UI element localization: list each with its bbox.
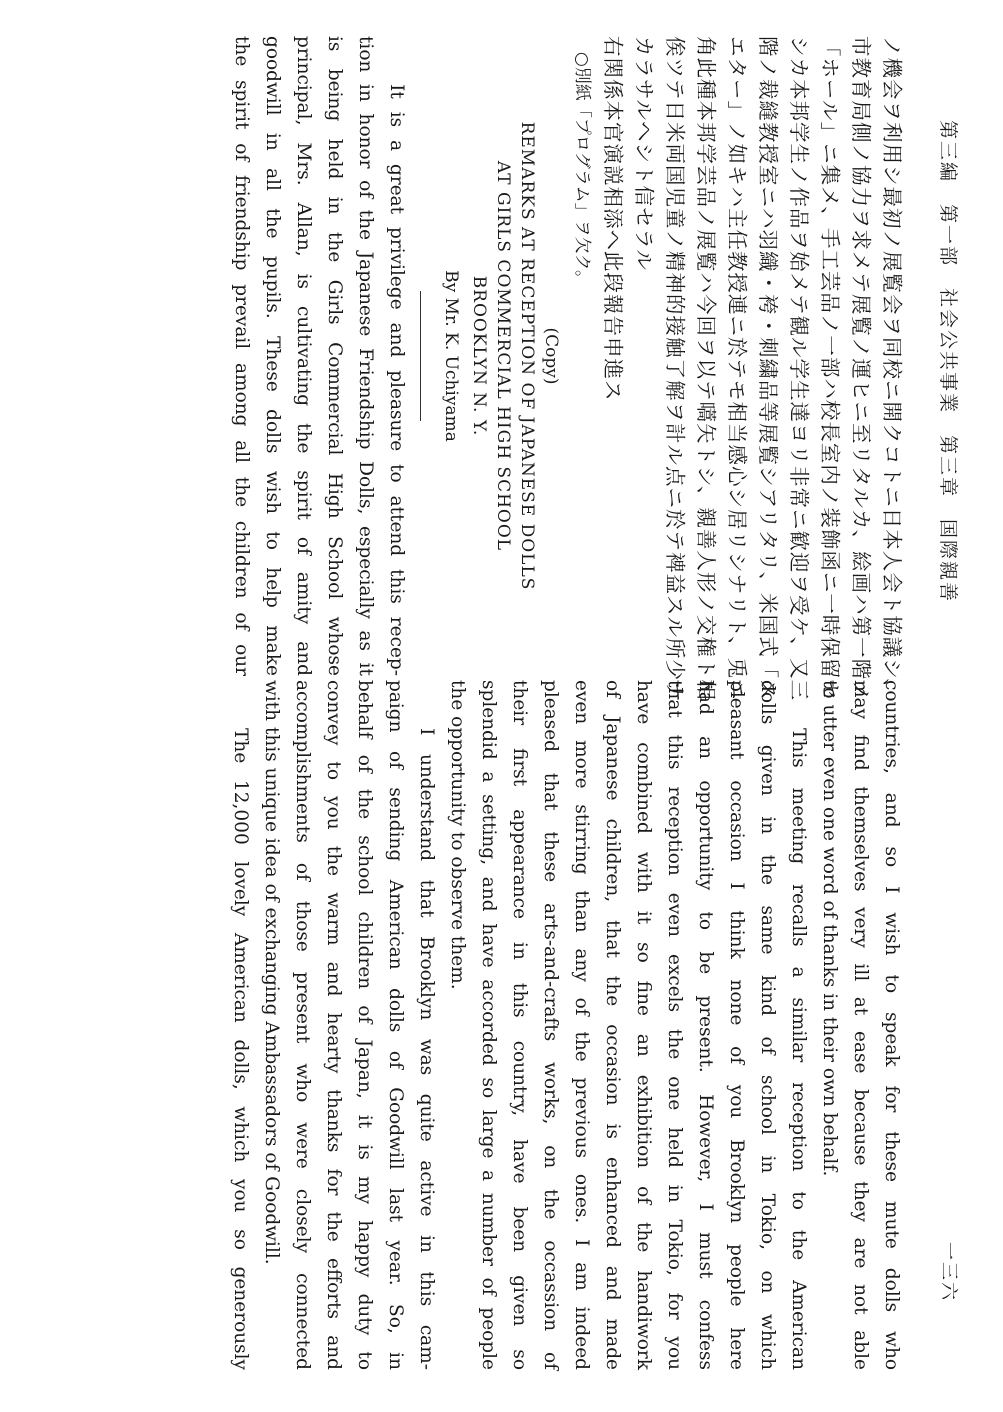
speech-line: their first appearance in this country, have been given so xyxy=(509,680,530,1370)
speech-line: with this unique idea of exchanging Ambassadors of Goodwill. xyxy=(261,680,282,1265)
speech-line: behalf of the school children of Japan, it is my happy duty to xyxy=(354,680,375,1370)
japanese-line: 右関係本官演説相添ヘ此段報告申進ス xyxy=(601,36,625,402)
japanese-line: シカ本邦学生ノ作品ヲ始メテ観ル学生達ヨリ非常ニ歓迎ヲ受ケ、又三 xyxy=(787,36,811,702)
speech-line: convey to you the warm and hearty thanks for the efforts and xyxy=(323,680,344,1370)
speech-line: had an opportunity to be present. However, I must confess xyxy=(695,680,716,1370)
speech-line: The 12,000 lovely American dolls, which you so generously xyxy=(230,728,251,1370)
japanese-line: 俟ツテ日米両国児童ノ精神的接触了解ヲ計ル点ニ於テ裨益スル所少ナ xyxy=(663,36,687,703)
japanese-line: 「ホール」ニ集メ、手工芸品ノ一部ハ校長室内ノ装飾函ニ一時保留セ xyxy=(818,36,842,701)
remarks-title-line: BROOKLYN N. Y. xyxy=(469,275,489,437)
japanese-line: 階ノ裁縫教授室ニハ羽織・袴・刺繍品等展覧シアリタリ、米国式「ス xyxy=(756,36,780,701)
japanese-line: 角此種本邦学芸品ノ展覧ハ今回ヲ以テ嚆矢トシ、親善人形ノ交権ト相 xyxy=(694,36,718,701)
speech-line: even more stirring than any of the previous ones. I am indeed xyxy=(571,680,592,1370)
page-number: 一三六 xyxy=(938,1242,959,1302)
speech-line: It is a great privilege and pleasure to attend this recep- xyxy=(386,84,407,676)
speech-line: This meeting recalls a similar reception to the American xyxy=(788,728,809,1370)
speech-line: is being held in the Girls Commercial High School whose xyxy=(324,36,345,676)
speech-line: splendid a setting, and have accorded so large a number of people xyxy=(478,680,499,1370)
speech-line: accomplishments of those present who were closely connected xyxy=(292,680,313,1370)
speech-line: the opportunity to observe them. xyxy=(447,680,468,990)
speech-line: have combined with it so fine an exhibition of the handiwork xyxy=(633,680,654,1370)
remarks-title-line: AT GIRLS COMMERCIAL HIGH SCHOOL xyxy=(493,160,513,552)
speech-line: I understand that Brooklyn was quite active in this cam- xyxy=(416,728,437,1370)
running-header: 第三編 第一部 社会公共事業 第三章 国際親善 xyxy=(937,120,959,604)
speech-line: that this reception even excels the one held in Tokio, for you xyxy=(664,680,685,1370)
japanese-line: 市教育局側ノ協力ヲ求メテ展覧ノ運ヒニ至リタルカ、絵画ハ第一階ノ xyxy=(849,36,873,702)
japanese-line: ノ機会ヲ利用シ最初ノ展覧会ヲ同校ニ開クコトニ日本人会ト協議シ、 xyxy=(880,36,904,700)
speech-line: countries, and so I wish to speak for these mute dolls who xyxy=(881,680,902,1370)
speech-line: to utter even one word of thanks in their own behalf. xyxy=(819,680,840,1177)
bottom-column xyxy=(225,680,907,1370)
japanese-line: カラサルヘシト信セラル xyxy=(632,36,656,271)
speech-line: pleased that these arts-and-crafts works, on the occassion of xyxy=(540,680,561,1370)
copy-label: (Copy) xyxy=(541,327,561,385)
speech-line: goodwill in all the pupils. These dolls wish to help make xyxy=(262,36,283,676)
speech-line: the spirit of friendship prevail among all the children of our xyxy=(231,36,252,676)
speech-line: of Japanese children, that the occasion is enhanced and made xyxy=(602,680,623,1370)
remarks-title-line: REMARKS AT RECEPTION OF JAPANESE DOLLS xyxy=(517,121,537,591)
top-column xyxy=(226,36,907,703)
japanese-note: ○別紙「プログラム」ヲ欠ク。 xyxy=(572,52,592,287)
speech-line: tion in honor of the Japanese Friendship Dolls, especially as it xyxy=(355,36,376,676)
byline: By Mr. K. Uchiyama xyxy=(441,270,461,442)
speech-line: dolls given in the same kind of school in Tokio, on which xyxy=(757,680,778,1370)
divider-rule xyxy=(420,291,421,421)
speech-line: pleasant occasion I think none of you Brooklyn people here xyxy=(726,680,747,1370)
speech-line: may find themselves very ill at ease because they are not able xyxy=(850,680,871,1370)
japanese-line: エター」ノ如キハ主任教授連ニ於テモ相当感心シ居リシナリト、兎ニ xyxy=(725,36,749,701)
speech-line: paign of sending American dolls of Goodwill last year. So, in xyxy=(385,680,406,1370)
speech-line: principal, Mrs. Allan, is cultivating the spirit of amity and xyxy=(293,36,314,676)
